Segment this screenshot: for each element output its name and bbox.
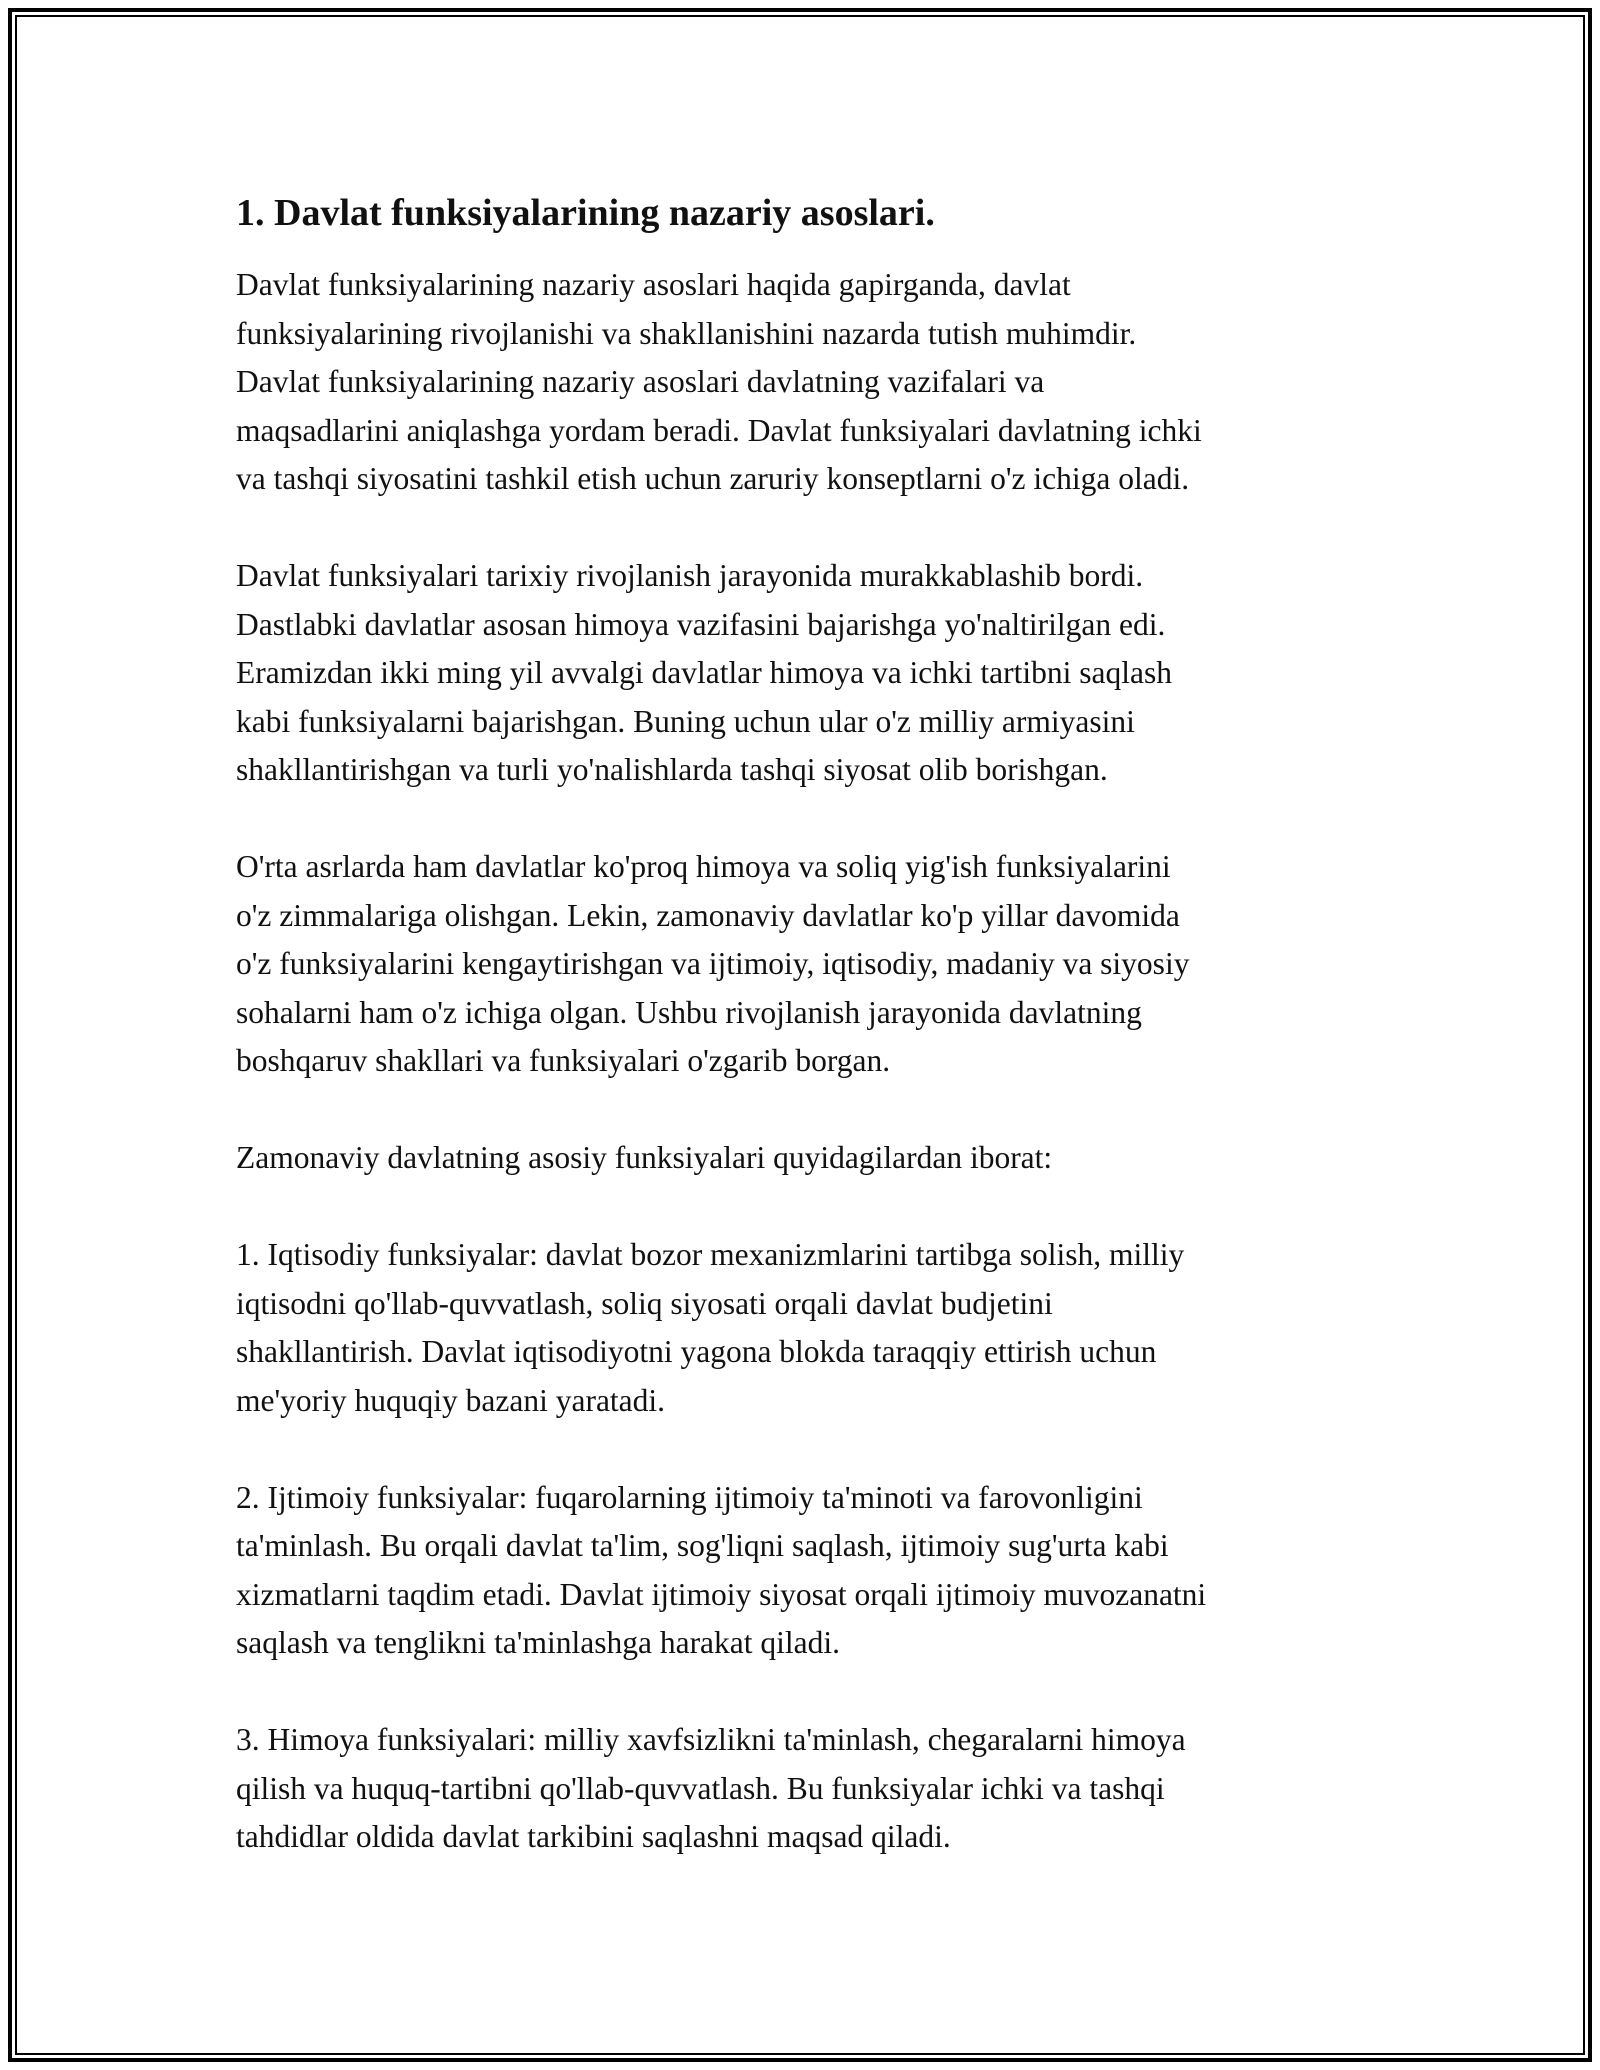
text-line: funksiyalarining rivojlanishi va shakllanishini nazarda tutish muhimdir. (236, 315, 1137, 351)
text-line: tahdidlar oldida davlat tarkibini saqlashni maqsad qiladi. (236, 1819, 951, 1854)
list-item-economic-functions (236, 1231, 1386, 1425)
text-line: Davlat funksiyalari tarixiy rivojlanish jarayonida murakkablashib bordi. (236, 558, 1144, 593)
text-line: Zamonaviy davlatning asosiy funksiyalari quyidagilardan iborat: (236, 1140, 1053, 1175)
text-line: iqtisodni qo'llab-quvvatlash, soliq siyosati orqali davlat budjetini (236, 1285, 1053, 1321)
text-line: 3. Himoya funksiyalari: milliy xavfsizlikni ta'minlash, chegaralarni himoya (236, 1722, 1186, 1757)
text-line: Davlat funksiyalarining nazariy asoslari haqida gapirganda, davlat (236, 267, 1071, 302)
text-line: xizmatlarni taqdim etadi. Davlat ijtimoiy siyosat orqali ijtimoiy muvozanatni (236, 1576, 1207, 1612)
text-line: 1. Iqtisodiy funksiyalar: davlat bozor mexanizmlarini tartibga solish, milliy (236, 1237, 1185, 1272)
list-item-defense-functions (236, 1716, 1386, 1862)
text-line: Dastlabki davlatlar asosan himoya vazifasini bajarishga yo'naltirilgan edi. (236, 606, 1166, 642)
text-line: Eramizdan ikki ming yil avvalgi davlatlar himoya va ichki tartibni saqlash (236, 655, 1173, 690)
text-line: 2. Ijtimoiy funksiyalar: fuqarolarning ijtimoiy ta'minoti va farovonligini (236, 1479, 1143, 1515)
section-heading: 1. Davlat funksiyalarining nazariy asoslari. (236, 192, 935, 234)
text-line: Davlat funksiyalarining nazariy asoslari davlatning vazifalari va (236, 364, 1045, 399)
list-item-social-functions (236, 1474, 1386, 1668)
text-line: boshqaruv shakllari va funksiyalari o'zgarib borgan. (236, 1043, 891, 1078)
text-line: kabi funksiyalarni bajarishgan. Buning uchun ular o'z milliy armiyasini (236, 703, 1135, 739)
text-line: qilish va huquq-tartibni qo'llab-quvvatlash. Bu funksiyalar ichki va tashqi (236, 1770, 1165, 1806)
text-line: maqsadlarini aniqlashga yordam beradi. Davlat funksiyalari davlatning ichki (236, 412, 1202, 448)
paragraph-historical-development (236, 552, 1386, 795)
text-line: me'yoriy huquqiy bazani yaratadi. (236, 1382, 666, 1418)
text-line: o'z funksiyalarini kengaytirishgan va ijtimoiy, iqtisodiy, madaniy va siyosiy (236, 946, 1190, 981)
document-body (236, 188, 1386, 1910)
text-line: sohalarni ham o'z ichiga olgan. Ushbu rivojlanish jarayonida davlatning (236, 994, 1142, 1030)
text-line: saqlash va tenglikni ta'minlashga harakat qiladi. (236, 1625, 841, 1660)
text-line: o'z zimmalariga olishgan. Lekin, zamonaviy davlatlar ko'p yillar davomida (236, 897, 1180, 933)
paragraph-theory-intro (236, 261, 1386, 504)
paragraph-list-intro (236, 1134, 1386, 1183)
paragraph-middle-ages (236, 843, 1386, 1086)
text-line: shakllantirishgan va turli yo'nalishlarda tashqi siyosat olib borishgan. (236, 752, 1108, 787)
text-line: va tashqi siyosatini tashkil etish uchun zaruriy konseptlarni o'z ichiga oladi. (236, 461, 1190, 496)
text-line: ta'minlash. Bu orqali davlat ta'lim, sog'liqni saqlash, ijtimoiy sug'urta kabi (236, 1528, 1169, 1563)
text-line: shakllantirish. Davlat iqtisodiyotni yagona blokda taraqqiy ettirish uchun (236, 1334, 1157, 1369)
text-line: O'rta asrlarda ham davlatlar ko'proq himoya va soliq yig'ish funksiyalarini (236, 849, 1171, 884)
